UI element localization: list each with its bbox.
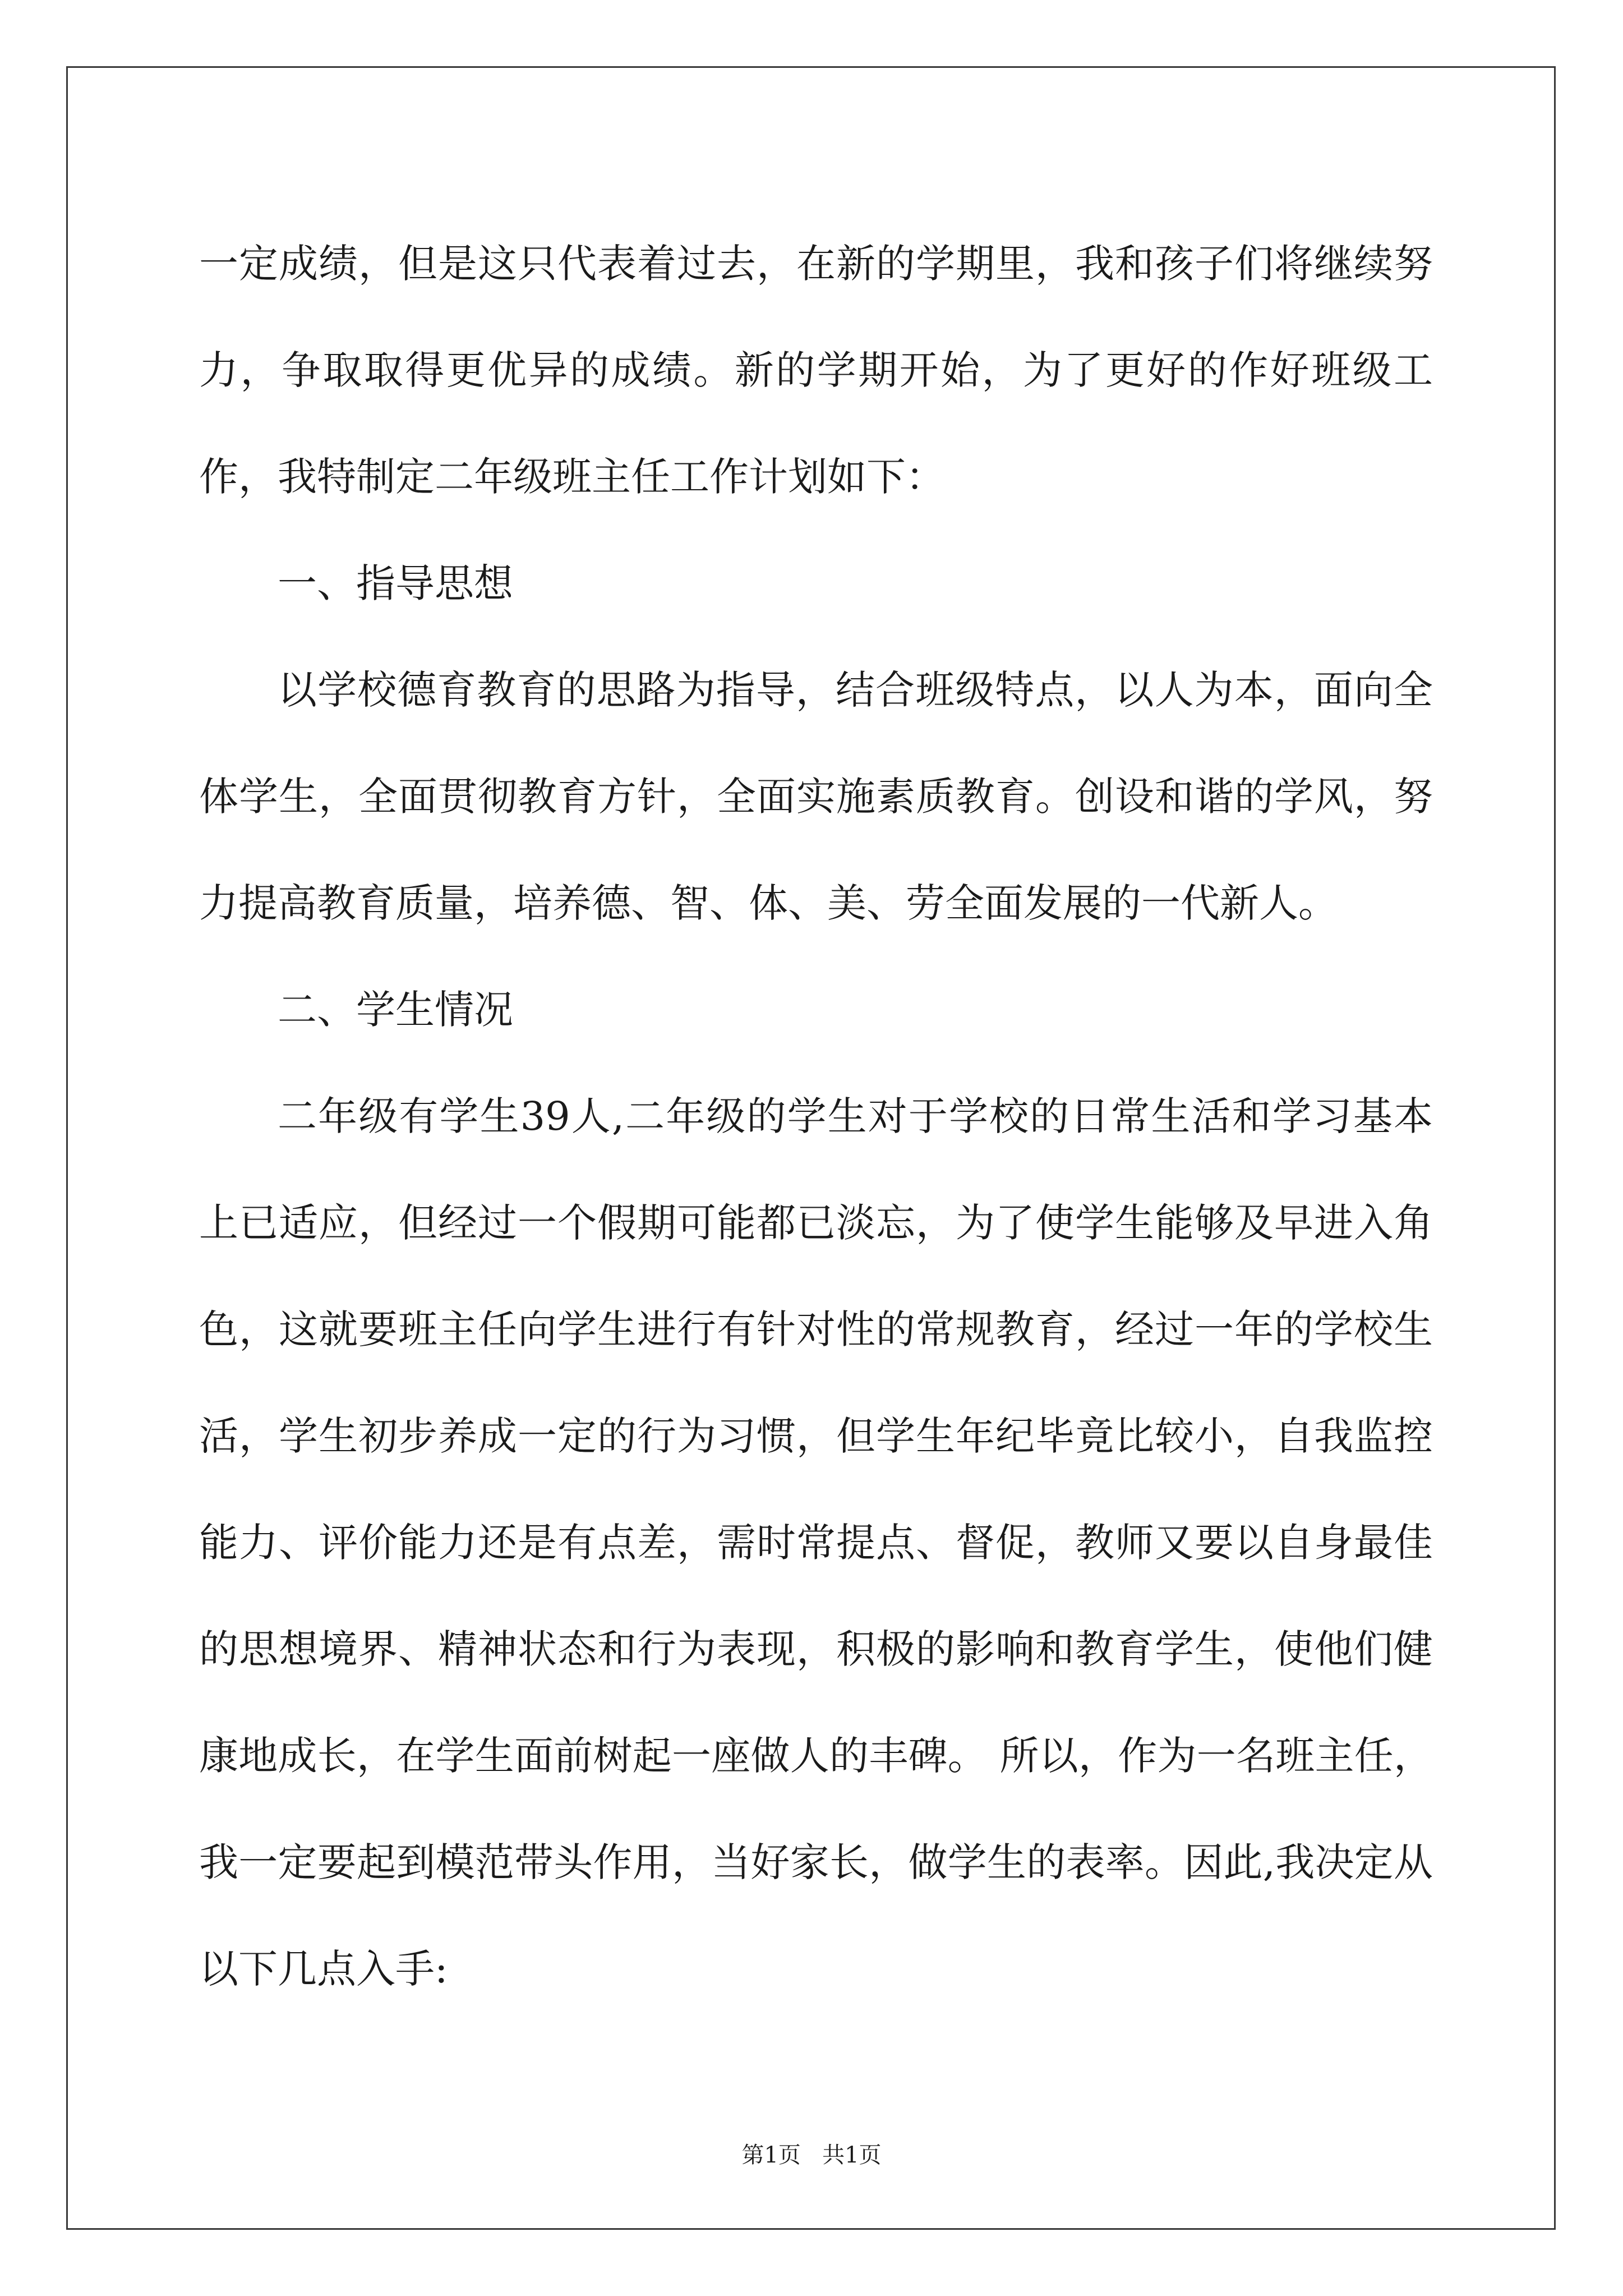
- page-footer: [0, 2137, 1623, 2169]
- heading-guiding-ideology: 一、指导思想: [278, 560, 513, 606]
- paragraph-intro: 一定成绩，但是这只代表着过去，在新的学期里，我和孩子们将继续努力，争取取得更优异的成绩。新的学期开始，为了更好的作好班级工作，我特制定二年级班主任工作计划如下：: [199, 241, 1433, 500]
- page-number: 第1页: [741, 2142, 801, 2168]
- document-body: [199, 210, 1433, 2022]
- paragraph-student-situation: 二年级有学生39人,二年级的学生对于学校的日常生活和学习基本上已适应，但经过一个假期可能都已淡忘，为了使学生能够及早进入角色，这就要班主任向学生进行有针对性的常规教育，经过一年的学校生活，学生初步养成一定的行为习惯，但学生年纪毕竟比较小，自我监控能力、评价能力还是有点差，需时常提点、督促，教师又要以自身最佳的思想境界、精神状态和行为表现，积极的影响和教育学生，使他们健康地成长，在学生面前树起一座做人的丰碑。 所以，作为一名班主任，我一定要起到模范带头作用，当好家长，做学生的表率。因此,我决定从以下几点入手:: [199, 1093, 1433, 1992]
- heading-student-situation: 二、学生情况: [278, 987, 513, 1033]
- page-total: 共1页: [822, 2142, 882, 2168]
- paragraph-guiding-ideology: 以学校德育教育的思路为指导，结合班级特点，以人为本，面向全体学生，全面贯彻教育方针，全面实施素质教育。创设和谐的学风，努力提高教育质量，培养德、智、体、美、劳全面发展的一代新人。: [199, 667, 1433, 926]
